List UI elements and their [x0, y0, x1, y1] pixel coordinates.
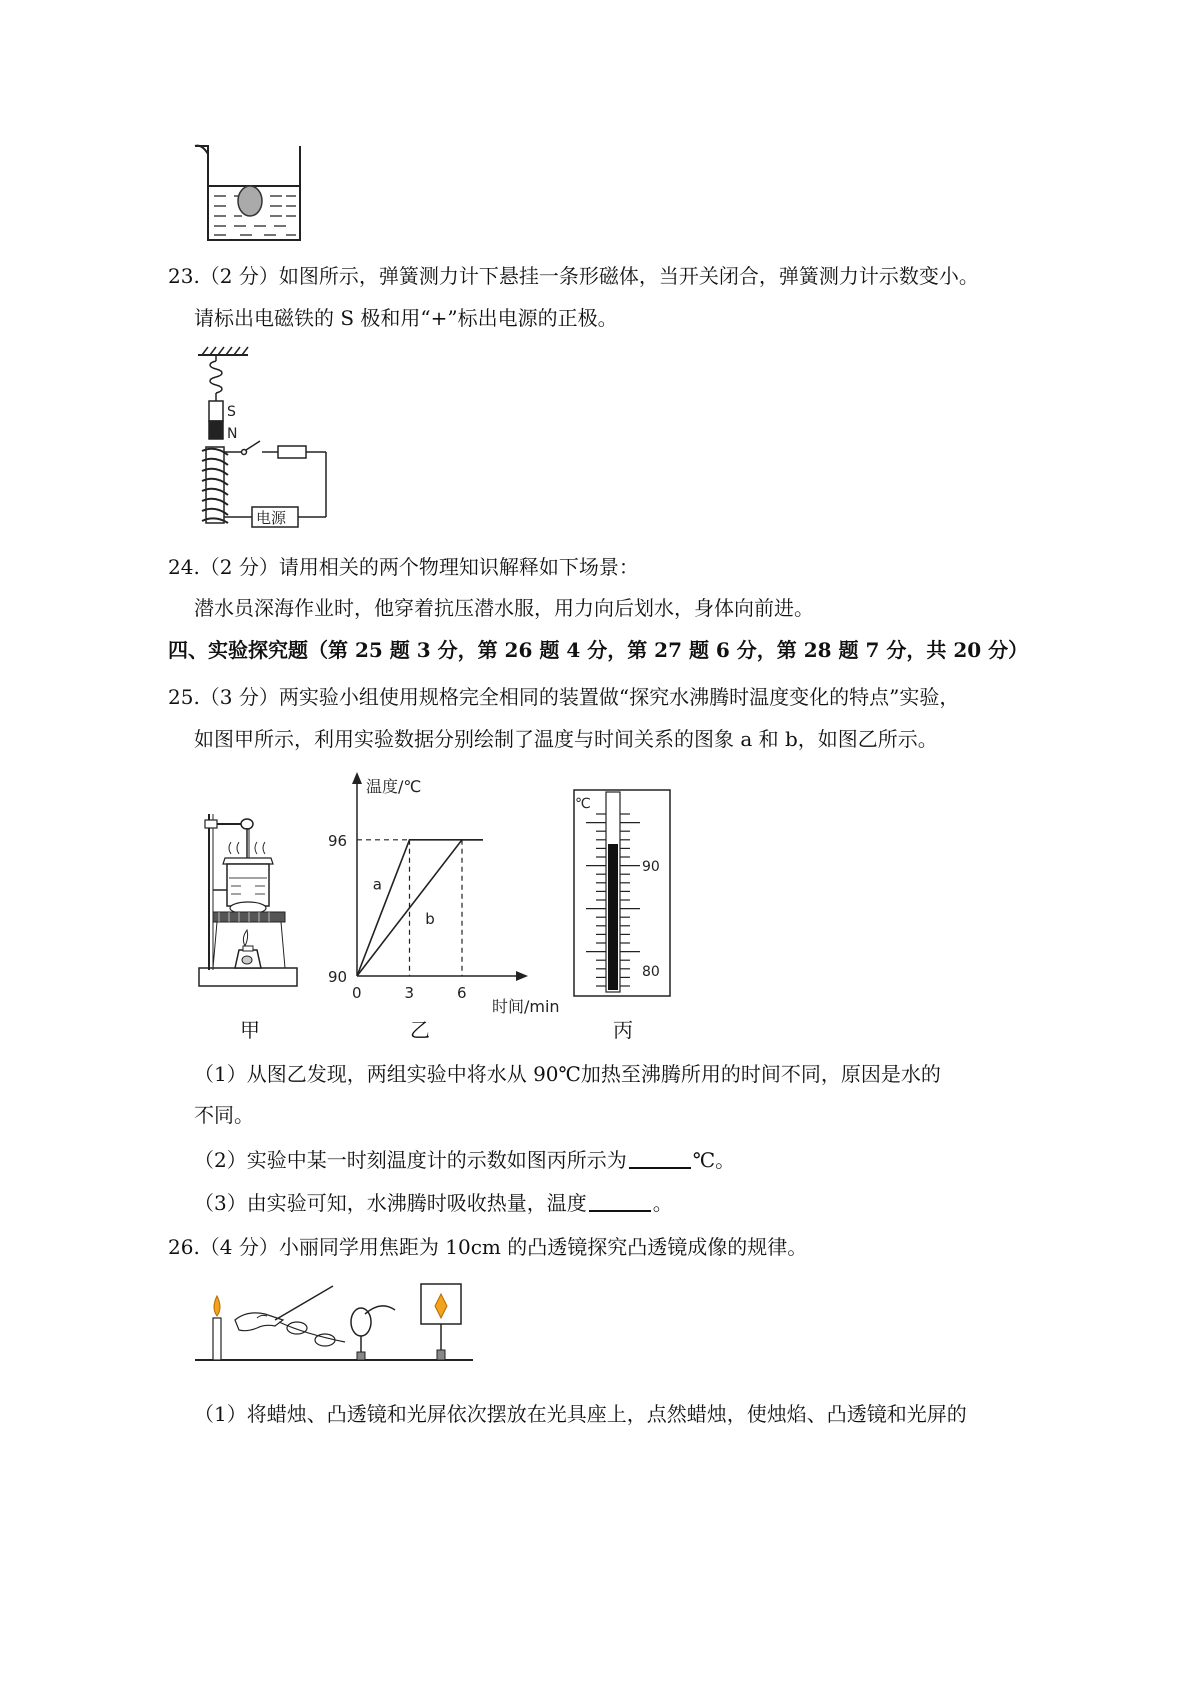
answer-blank-temperature[interactable] — [629, 1147, 691, 1169]
series-line-a — [357, 840, 483, 976]
series-line-b — [357, 840, 483, 976]
electromagnet-figure — [190, 345, 340, 530]
q25-sub2-unit: ℃。 — [692, 1148, 736, 1172]
q25-sub2-text: （2）实验中某一时刻温度计的示数如图丙所示为 — [194, 1148, 627, 1172]
x-tick-label-1: 3 — [404, 984, 415, 1002]
boiling-apparatus-figure — [195, 808, 305, 998]
series-label-a: a — [372, 875, 382, 894]
q26-line1: 26.（4 分）小丽同学用焦距为 10cm 的凸透镜探究凸透镜成像的规律。 — [168, 1235, 808, 1259]
y-tick-label-0: 90 — [328, 968, 348, 986]
caption-bing: 丙 — [613, 1018, 633, 1042]
q23-line1: 23.（2 分）如图所示，弹簧测力计下悬挂一条形磁体，当开关闭合，弹簧测力计示数变小。 — [168, 264, 979, 288]
caption-yi: 乙 — [410, 1018, 430, 1042]
x-tick-label-2: 6 — [457, 984, 467, 1002]
series-label-b: b — [425, 909, 435, 928]
q25-line2: 如图甲所示，利用实验数据分别绘制了温度与时间关系的图象 a 和 b，如图乙所示。 — [194, 727, 938, 751]
optical-bench-figure — [195, 1280, 475, 1366]
chart-xlabel: 时间/min — [492, 997, 560, 1016]
x-tick-label-0: 0 — [352, 984, 362, 1002]
q25-sub2 — [194, 1146, 735, 1174]
q25-sub1: （1）从图乙发现，两组实验中将水从 90℃加热至沸腾所用的时间不同，原因是水的 — [194, 1062, 941, 1086]
answer-blank-temperature-change[interactable] — [589, 1190, 651, 1212]
magnet-s-label: S — [227, 404, 236, 420]
q24-line2: 潜水员深海作业时，他穿着抗压潜水服，用力向后划水，身体向前进。 — [194, 596, 814, 620]
q25-sub3-end: 。 — [652, 1191, 673, 1215]
q24-line1: 24.（2 分）请用相关的两个物理知识解释如下场景： — [168, 555, 639, 579]
thermometer-figure — [570, 788, 675, 1000]
q25-sub3 — [194, 1189, 673, 1217]
power-source-label: 电源 — [256, 509, 287, 527]
thermometer-unit: ℃ — [575, 796, 591, 812]
q25-line1: 25.（3 分）两实验小组使用规格完全相同的装置做“探究水沸腾时温度变化的特点”实验， — [168, 685, 960, 709]
beaker-figure — [190, 140, 320, 250]
thermometer-label-80: 80 — [642, 964, 660, 980]
section4-heading: 四、实验探究题（第 25 题 3 分，第 26 题 4 分，第 27 题 6 分，第 28 题 7 分，共 20 分） — [168, 638, 1029, 662]
thermometer-label-90: 90 — [642, 859, 660, 875]
q26-sub1: （1）将蜡烛、凸透镜和光屏依次摆放在光具座上，点然蜡烛，使烛焰、凸透镜和光屏的 — [194, 1402, 967, 1426]
q23-line2: 请标出电磁铁的 S 极和用“+”标出电源的正极。 — [194, 306, 618, 330]
q25-sub3-text: （3）由实验可知，水沸腾时吸收热量，温度 — [194, 1191, 587, 1215]
caption-jia: 甲 — [240, 1018, 260, 1042]
temperature-time-chart — [322, 768, 567, 1018]
y-axis-arrow — [352, 772, 362, 784]
x-axis-arrow — [516, 971, 528, 981]
y-tick-label-1: 96 — [328, 831, 348, 850]
q25-sub1b: 不同。 — [194, 1103, 254, 1127]
magnet-n-label: N — [227, 426, 238, 442]
chart-ylabel: 温度/℃ — [366, 777, 422, 796]
